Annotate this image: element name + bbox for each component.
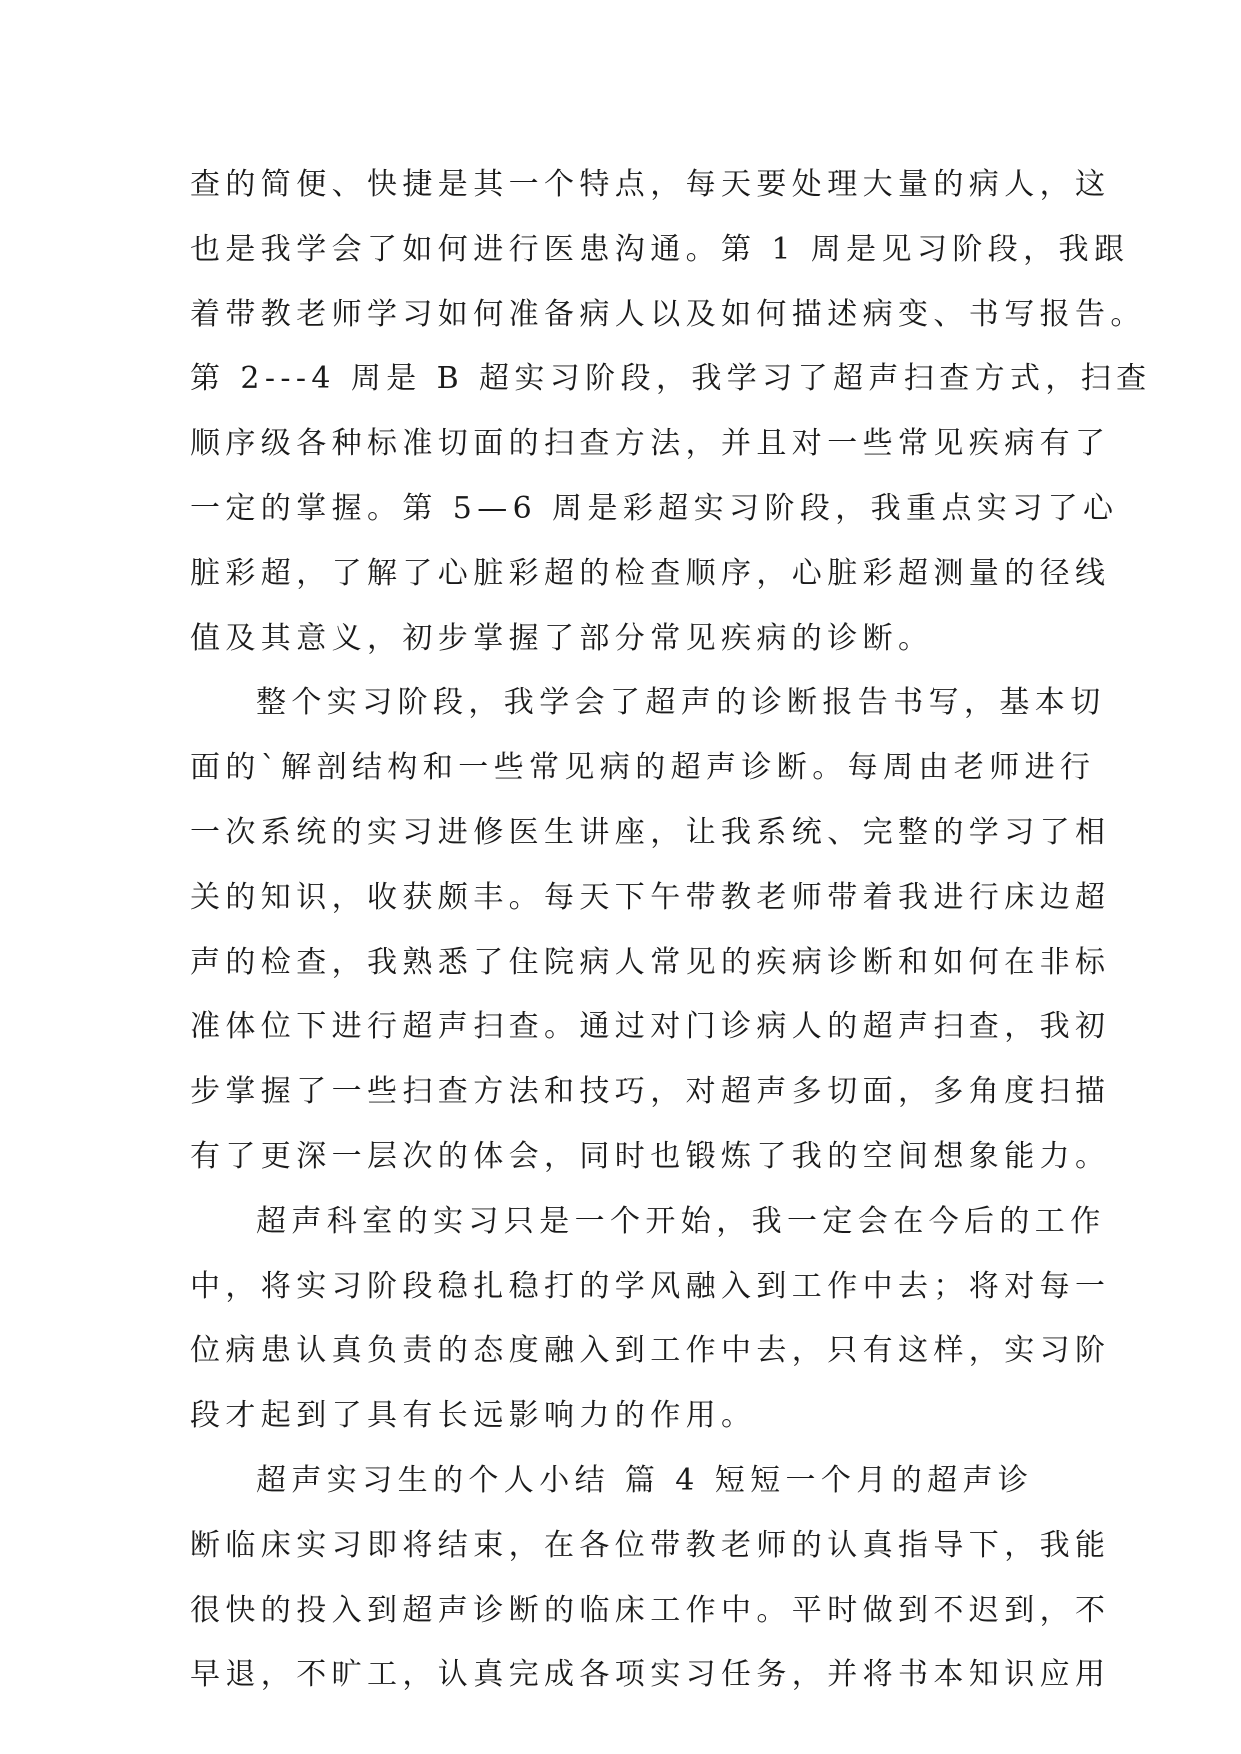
text-line: 也是我学会了如何进行医患沟通。第 1 周是见习阶段，我跟 — [190, 231, 1130, 267]
text-line: 有了更深一层次的体会，同时也锻炼了我的空间想象能力。 — [190, 1138, 1111, 1174]
text-line: 早退，不旷工，认真完成各项实习任务，并将书本知识应用 — [190, 1657, 1111, 1693]
text-line: 一定的掌握。第 5—6 周是彩超实习阶段，我重点实习了心 — [190, 490, 1119, 526]
text-line: 中，将实习阶段稳扎稳打的学风融入到工作中去；将对每一 — [190, 1268, 1111, 1304]
text-line: 很快的投入到超声诊断的临床工作中。平时做到不迟到，不 — [190, 1592, 1111, 1628]
text-line: 关的知识，收获颇丰。每天下午带教老师带着我进行床边超 — [190, 879, 1111, 915]
paragraph-start-line: 整个实习阶段，我学会了超声的诊断报告书写，基本切 — [256, 685, 1106, 721]
text-line: 位病患认真负责的态度融入到工作中去，只有这样，实习阶 — [190, 1333, 1111, 1369]
text-line: 准体位下进行超声扫查。通过对门诊病人的超声扫查，我初 — [190, 1009, 1111, 1045]
text-line: 步掌握了一些扫查方法和技巧，对超声多切面，多角度扫描 — [190, 1074, 1111, 1110]
text-line: 着带教老师学习如何准备病人以及如何描述病变、书写报告。 — [190, 296, 1146, 332]
text-line: 脏彩超，了解了心脏彩超的检查顺序，心脏彩超测量的径线 — [190, 555, 1111, 591]
text-line: 值及其意义，初步掌握了部分常见疾病的诊断。 — [190, 620, 934, 656]
paragraph-start-line: 超声科室的实习只是一个开始，我一定会在今后的工作 — [256, 1203, 1106, 1239]
text-line: 声的检查，我熟悉了住院病人常见的疾病诊断和如何在非标 — [190, 944, 1111, 980]
text-line: 段才起到了具有长远影响力的作用。 — [190, 1398, 757, 1434]
text-line: 第 2---4 周是 B 超实习阶段，我学习了超声扫查方式，扫查 — [190, 361, 1152, 397]
section-heading-line: 超声实习生的个人小结 篇 4 短短一个月的超声诊 — [256, 1462, 1034, 1498]
text-line: 面的`解剖结构和一些常见病的超声诊断。每周由老师进行 — [190, 750, 1096, 786]
text-line: 顺序级各种标准切面的扫查方法，并且对一些常见疾病有了 — [190, 426, 1111, 462]
document-body — [190, 160, 1152, 1715]
text-line: 查的简便、快捷是其一个特点，每天要处理大量的病人，这 — [190, 167, 1111, 202]
text-line: 断临床实习即将结束，在各位带教老师的认真指导下，我能 — [190, 1527, 1111, 1563]
text-line: 一次系统的实习进修医生讲座，让我系统、完整的学习了相 — [190, 814, 1111, 850]
